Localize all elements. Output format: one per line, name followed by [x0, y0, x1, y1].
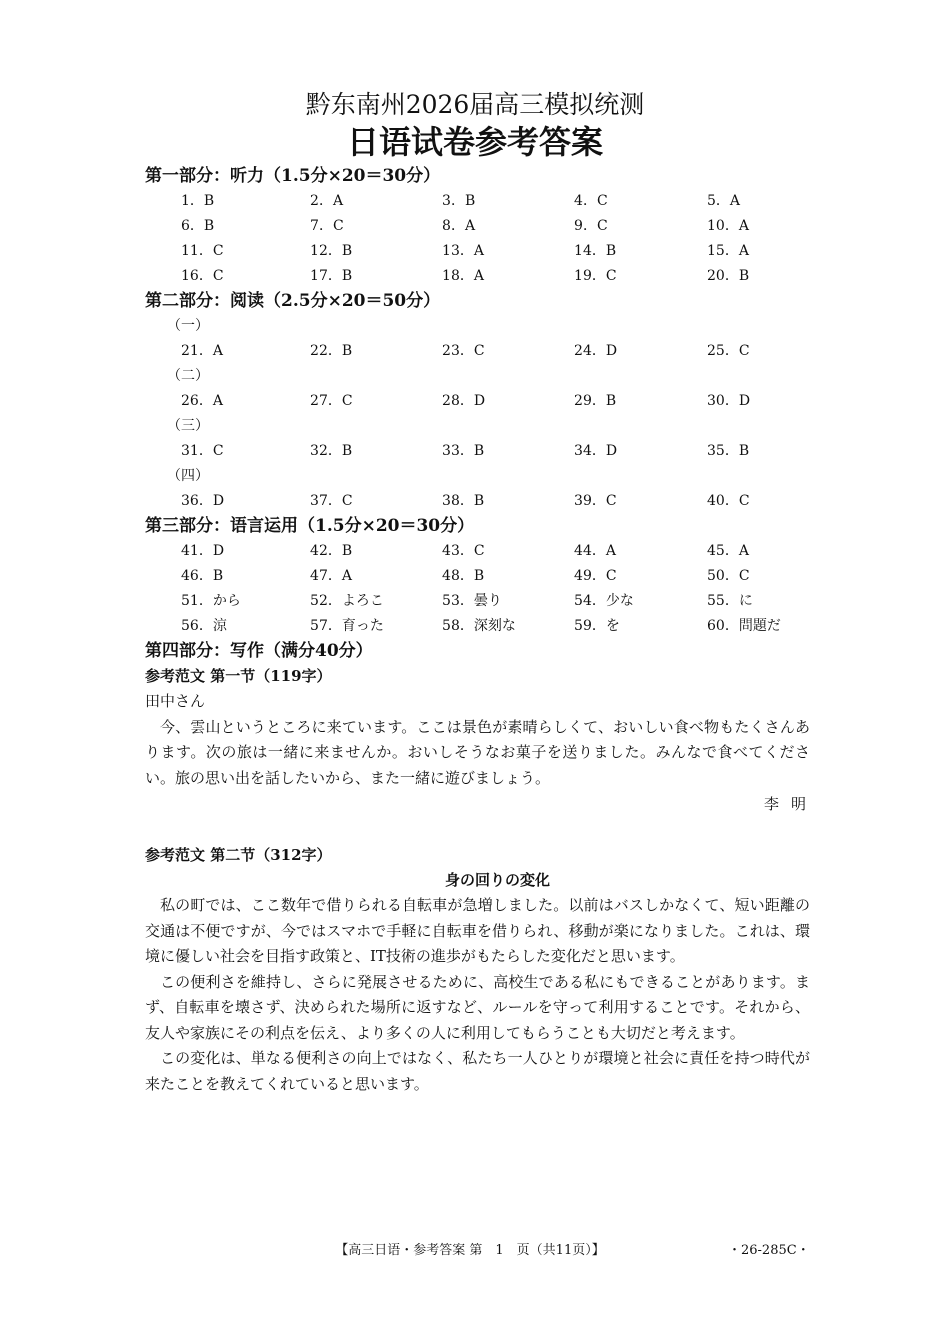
answer-cell: 8．A: [442, 218, 476, 234]
answer-row: [145, 439, 810, 464]
answer-cell: 10．A: [707, 218, 749, 234]
answer-cell: 39．C: [574, 493, 617, 509]
answer-cell: 48．B: [442, 568, 485, 584]
answer-cell: 19．C: [574, 268, 617, 284]
answer-cell: 41．D: [181, 543, 225, 559]
answer-cell: 55．に: [707, 593, 753, 609]
answer-row: [145, 239, 810, 264]
essay2-title: 身の回りの変化: [444, 871, 550, 889]
essay1-salutation: 田中さん: [145, 692, 206, 710]
answer-cell: 14．B: [574, 243, 617, 259]
answer-cell: 38．B: [442, 493, 485, 509]
answer-cell: 27．C: [310, 393, 353, 409]
part1-answers: [145, 189, 810, 289]
part1-heading: 第一部分：听力（1.5分×20＝30分）: [145, 166, 441, 186]
answer-row: [145, 539, 810, 564]
essay2-heading: 参考范文 第二节（312字）: [145, 846, 332, 864]
answer-cell: 36．D: [181, 493, 225, 509]
essay1-body: 今、雲山というところに来ています。ここは景色が素晴らしくて、おいしい食べ物もたくさんあります。次の旅は一緒に来ませんか。おいしそうなお菓子を送りました。みんなで食べてください。旅の思い出を話したいから、また一緒に遊びましょう。: [145, 717, 810, 787]
footer-page-info: 【高三日语・参考答案 第 1 页（共11页）】: [335, 1243, 605, 1258]
answer-cell: 9．C: [574, 218, 608, 234]
answer-row: [145, 564, 810, 589]
essay1-heading: 参考范文 第一节（119字）: [145, 667, 332, 685]
answer-cell: 13．A: [442, 243, 484, 259]
answer-cell: 54．少な: [574, 593, 634, 609]
answer-cell: 30．D: [707, 393, 751, 409]
answer-cell: 34．D: [574, 443, 618, 459]
answer-cell: 56．涼: [181, 618, 227, 634]
answer-cell: 11．C: [181, 243, 224, 259]
essay2-paragraph: この便利さを維持し、さらに発展させるために、高校生である私にもできることがあります。まず、自転車を壊さず、決められた場所に返すなど、ルールを守って利用することです。それから、友人や家族にその利点を伝え、より多くの人に利用してもらうことも大切だと考えます。: [145, 972, 810, 1042]
answer-cell: 7．C: [310, 218, 344, 234]
page-footer: [0, 1240, 950, 1262]
answer-cell: 25．C: [707, 343, 750, 359]
answer-cell: 51．から: [181, 593, 241, 609]
answer-row: [145, 214, 810, 239]
answer-cell: 31．C: [181, 443, 224, 459]
reading-group-label: （二）: [167, 368, 209, 384]
answer-cell: 29．B: [574, 393, 617, 409]
answer-row: [145, 264, 810, 289]
essay2-paragraph: 私の町では、ここ数年で借りられる自転車が急増しました。以前はバスしかなくて、短い距離の交通は不便ですが、今ではスマホで手軽に自転車を借りられ、移動が楽になりました。これは、環境に優しい社会を目指す政策と、IT技術の進歩がもたらした変化だと思います。: [145, 896, 810, 965]
answer-cell: 6．B: [181, 218, 215, 234]
essay1-signature: 李明: [763, 795, 818, 813]
reading-group-label: （三）: [167, 418, 209, 434]
answer-cell: 49．C: [574, 568, 617, 584]
answer-cell: 57．育った: [310, 618, 384, 634]
answer-cell: 3．B: [442, 193, 476, 209]
answer-cell: 50．C: [707, 568, 750, 584]
answer-cell: 5．A: [707, 193, 741, 209]
part4-heading: 第四部分：写作（满分40分）: [145, 641, 373, 661]
answer-cell: 18．A: [442, 268, 484, 284]
answer-cell: 17．B: [310, 268, 353, 284]
answer-cell: 58．深刻な: [442, 618, 516, 634]
answer-cell: 24．D: [574, 343, 618, 359]
answer-cell: 42．B: [310, 543, 353, 559]
part3-answers: [145, 539, 810, 639]
reading-group-label: （四）: [167, 468, 209, 484]
answer-cell: 40．C: [707, 493, 750, 509]
answer-cell: 26．A: [181, 393, 223, 409]
answer-cell: 20．B: [707, 268, 750, 284]
answer-row: [145, 589, 810, 614]
answer-cell: 1．B: [181, 193, 215, 209]
answer-cell: 46．B: [181, 568, 224, 584]
answer-cell: 22．B: [310, 343, 353, 359]
reading-group-label: （一）: [167, 318, 209, 334]
answer-cell: 37．C: [310, 493, 353, 509]
answer-cell: 28．D: [442, 393, 486, 409]
answer-row: [145, 614, 810, 639]
answer-cell: 12．B: [310, 243, 353, 259]
answer-content: [145, 164, 818, 1097]
answer-row: [145, 339, 810, 364]
answer-cell: 44．A: [574, 543, 616, 559]
answer-row: [145, 389, 810, 414]
answer-cell: 59．を: [574, 618, 620, 634]
answer-cell: 16．C: [181, 268, 224, 284]
footer-code: ・26-285C・: [728, 1243, 810, 1258]
answer-cell: 4．C: [574, 193, 608, 209]
exam-title: 黔东南州2026届高三模拟统测: [305, 90, 645, 119]
answer-cell: 52．よろこ: [310, 593, 384, 609]
answer-cell: 43．C: [442, 543, 485, 559]
answer-cell: 33．B: [442, 443, 485, 459]
part2-heading: 第二部分：阅读（2.5分×20＝50分）: [145, 291, 441, 311]
answer-cell: 2．A: [310, 193, 344, 209]
answer-cell: 53．曇り: [442, 593, 502, 609]
answer-row: [145, 489, 810, 514]
answer-cell: 45．A: [707, 543, 749, 559]
answer-cell: 21．A: [181, 343, 223, 359]
answer-row: [145, 189, 810, 214]
essay2-paragraph: この変化は、単なる便利さの向上ではなく、私たち一人ひとりが環境と社会に責任を持つ時代が来たことを教えてくれていると思います。: [145, 1049, 810, 1093]
part2-answers: [145, 314, 810, 514]
answer-cell: 35．B: [707, 443, 750, 459]
answer-cell: 32．B: [310, 443, 353, 459]
answer-cell: 60．問題だ: [707, 618, 781, 634]
part3-heading: 第三部分：语言运用（1.5分×20＝30分）: [145, 516, 475, 536]
answer-cell: 47．A: [310, 568, 352, 584]
answer-cell: 23．C: [442, 343, 485, 359]
answer-key-title: 日语试卷参考答案: [346, 123, 603, 161]
answer-cell: 15．A: [707, 243, 749, 259]
